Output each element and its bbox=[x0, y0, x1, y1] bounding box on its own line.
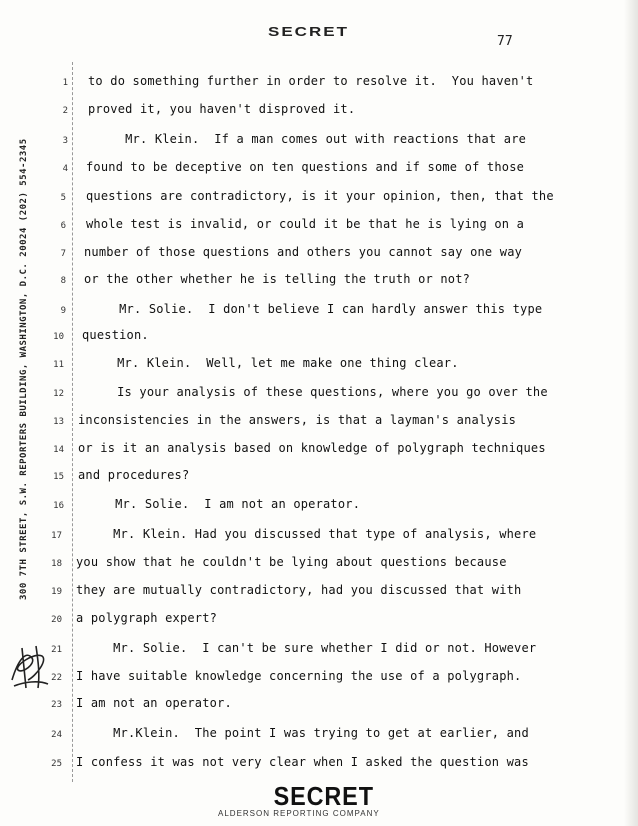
line-text: inconsistencies in the answers, is that a layman's analysis bbox=[78, 413, 517, 427]
line-number: 9 bbox=[60, 306, 66, 316]
line-text: Mr. Klein. Well, let me make one thing clear. bbox=[80, 356, 459, 370]
line-text: I am not an operator. bbox=[76, 696, 232, 710]
line-text: a polygraph expert? bbox=[76, 611, 218, 625]
line-text: questions are contradictory, is it your opinion, then, that the bbox=[86, 189, 554, 203]
transcript-line bbox=[0, 639, 638, 667]
line-number: 17 bbox=[51, 531, 62, 541]
line-number: 3 bbox=[62, 136, 68, 146]
line-number: 11 bbox=[53, 360, 64, 370]
line-number: 7 bbox=[60, 249, 66, 259]
line-text: Mr. Solie. I don't believe I can hardly answer this type bbox=[82, 302, 543, 316]
line-text: found to be deceptive on ten questions and if some of those bbox=[86, 160, 525, 174]
line-number: 15 bbox=[53, 472, 64, 482]
line-number: 13 bbox=[53, 417, 64, 427]
transcript-line bbox=[0, 553, 638, 581]
transcript-line bbox=[0, 694, 638, 722]
transcript-line bbox=[0, 300, 638, 328]
line-number: 6 bbox=[60, 221, 66, 231]
line-text: Mr.Klein. The point I was trying to get at earlier, and bbox=[76, 726, 529, 740]
transcript-line bbox=[0, 667, 638, 695]
line-number: 8 bbox=[60, 276, 66, 286]
line-text: to do something further in order to resolve it. You haven't bbox=[88, 74, 534, 88]
transcript-line bbox=[0, 581, 638, 609]
line-text: they are mutually contradictory, had you discussed that with bbox=[76, 583, 522, 597]
header-secret-stamp: SECRET bbox=[268, 24, 349, 39]
transcript-line bbox=[0, 270, 638, 298]
line-text: I have suitable knowledge concerning the use of a polygraph. bbox=[76, 669, 522, 683]
transcript-line bbox=[0, 439, 638, 467]
line-text: proved it, you haven't disproved it. bbox=[88, 102, 356, 116]
line-number: 16 bbox=[53, 501, 64, 511]
transcript-line bbox=[0, 753, 638, 781]
transcript-line bbox=[0, 525, 638, 553]
transcript-line bbox=[0, 724, 638, 752]
line-text: Mr. Solie. I can't be sure whether I did or not. However bbox=[76, 641, 537, 655]
transcript-line bbox=[0, 326, 638, 354]
line-number: 20 bbox=[51, 615, 62, 625]
reporter-address-stamp: 300 7TH STREET, S.W. REPORTERS BUILDING, WASHINGTON, D.C. 20024 (202) 554-2345 bbox=[19, 138, 29, 600]
line-text: Mr. Solie. I am not an operator. bbox=[78, 497, 361, 511]
transcript-line bbox=[0, 72, 638, 100]
line-text: number of those questions and others you cannot say one way bbox=[84, 245, 523, 259]
transcript-line bbox=[0, 100, 638, 128]
transcript-line bbox=[0, 215, 638, 243]
line-text: question. bbox=[82, 328, 149, 342]
line-number: 19 bbox=[51, 587, 62, 597]
line-number: 1 bbox=[62, 78, 68, 88]
transcript-line bbox=[0, 158, 638, 186]
line-number: 5 bbox=[60, 193, 66, 203]
line-number: 12 bbox=[53, 389, 64, 399]
line-text: Mr. Klein. If a man comes out with reactions that are bbox=[88, 132, 527, 146]
line-text: or is it an analysis based on knowledge of polygraph techniques bbox=[78, 441, 546, 455]
transcript-line bbox=[0, 495, 638, 523]
line-number: 2 bbox=[62, 106, 68, 116]
transcript-line bbox=[0, 187, 638, 215]
transcript-line bbox=[0, 411, 638, 439]
line-number: 10 bbox=[53, 332, 64, 342]
page-number: 77 bbox=[497, 34, 513, 49]
line-text: Is your analysis of these questions, where you go over the bbox=[80, 385, 548, 399]
line-text: or the other whether he is telling the truth or not? bbox=[84, 272, 471, 286]
transcript-line bbox=[0, 130, 638, 158]
reporting-company-name: ALDERSON REPORTING COMPANY bbox=[218, 809, 380, 818]
footer-secret-stamp: SECRET bbox=[273, 781, 374, 811]
line-number: 18 bbox=[51, 559, 62, 569]
transcript-line bbox=[0, 354, 638, 382]
line-number: 24 bbox=[51, 730, 62, 740]
line-text: whole test is invalid, or could it be that he is lying on a bbox=[86, 217, 525, 231]
line-number: 4 bbox=[62, 164, 68, 174]
transcript-line bbox=[0, 383, 638, 411]
transcript-line bbox=[0, 609, 638, 637]
line-text: Mr. Klein. Had you discussed that type of analysis, where bbox=[76, 527, 537, 541]
line-number: 14 bbox=[53, 445, 64, 455]
transcript-line bbox=[0, 466, 638, 494]
line-text: I confess it was not very clear when I asked the question was bbox=[76, 755, 529, 769]
line-text: and procedures? bbox=[78, 468, 190, 482]
line-number: 22 bbox=[51, 673, 62, 683]
line-number: 23 bbox=[51, 700, 62, 710]
transcript-line bbox=[0, 243, 638, 271]
line-number: 21 bbox=[51, 645, 62, 655]
line-text: you show that he couldn't be lying about questions because bbox=[76, 555, 507, 569]
line-number: 25 bbox=[51, 759, 62, 769]
